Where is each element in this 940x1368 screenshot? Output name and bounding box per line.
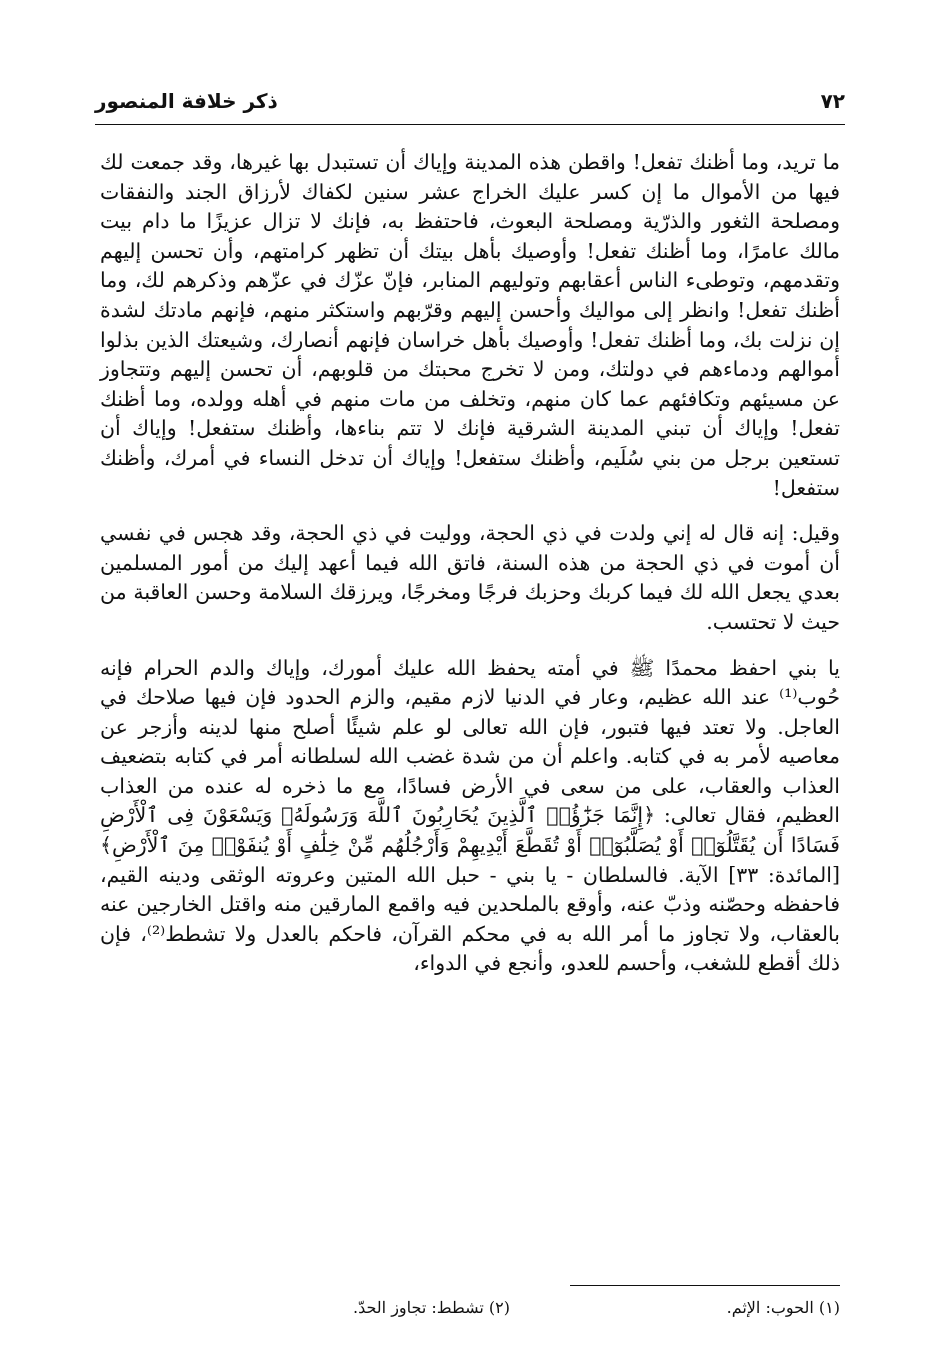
footnotes	[100, 1296, 840, 1322]
header-rule	[95, 124, 845, 125]
page-header	[95, 86, 845, 116]
page-number: ٧٢	[820, 89, 845, 113]
footnote-1: (١) الحوب: الإثم.	[726, 1298, 840, 1317]
footnote-2: (٢) تشطط: تجاوز الحدّ.	[352, 1298, 510, 1317]
paragraph-2: وقيل: إنه قال له إني ولدت في ذي الحجة، ووليت في ذي الحجة، وقد هجس في نفسي أن أموت في ذي الحجة من هذه السنة، فاتق الله فيما أعهد إليك من أمور المسلمين بعدي يجعل الله لك فيما كربك وحزبك فرجًا ومخرجًا، ويرزقك السلامة وحسن العاقبة من حيث لا تحتسب.	[100, 521, 840, 634]
main-text	[100, 148, 840, 979]
footnote-rule	[570, 1285, 840, 1286]
running-title: ذكر خلافة المنصور	[95, 89, 278, 113]
paragraph-1: ما تريد، وما أظنك تفعل! واقطن هذه المدينة وإياك أن تستبدل بها غيرها، وقد جمعت لك فيها من الأموال ما إن كسر عليك الخراج عشر سنين لكفاك لأرزاق الجند والنفقات ومصلحة الثغور والذرّية ومصلحة البعوث، فاحتفظ به، فإنك لا تزال عزيزًا ما دام بيت مالك عامرًا، وما أظنك تفعل! وأوصيك بأهل بيتك أن تظهر كرامتهم، وأن تحسن إليهم وتقدمهم، وتوطىء الناس أعقابهم وتوليهم المنابر، فإنّ عزّك في عزّهم وذكرهم لك، وما أظنك تفعل! وانظر إلى مواليك وأحسن إليهم وقرّبهم واستكثر منهم، فإنهم مادتك لشدة إن نزلت بك، وما أظنك تفعل! وأوصيك بأهل خراسان فإنهم أنصارك، وشيعتك الذين بذلوا أموالهم ودماءهم في دولتك، ومن لا تخرج محبتك من قلوبهم، أن تحسن إليهم وتتجاوز عن مسيئهم وتكافئهم عما كان منهم، وتخلف من مات منهم في أهله وولده، وما أظنك تفعل! وإياك أن تبني المدينة الشرقية فإنك لا تتم بناءها، وأظنك ستفعل! وإياك أن تستعين برجل من بني سُلَيم، وأظنك ستفعل! وإياك أن تدخل النساء في أمرك، وأظنك ستفعل!	[100, 150, 840, 500]
paragraph-3: يا بني احفظ محمدًا ﷺ في أمته يحفظ الله عليك أمورك، وإياك والدم الحرام فإنه حُوب⁽¹⁾ عند الله عظيم، وعار في الدنيا لازم مقيم، والزم الحدود فإن فيها صلاحك في العاجل. ولا تعتد فيها فتبور، فإن الله تعالى لو علم شيئًا أصلح منها لدينه وأزجر عن معاصيه لأمر به في كتابه. واعلم أن من شدة غضب الله لسلطانه أمر في كتابه بتضعيف العذاب والعقاب، على من سعى في الأرض فسادًا، مع ما ذخره له عنده من العذاب العظيم، فقال تعالى: ﴿إِنَّمَا جَزَٰٓؤُا۟ ٱلَّذِينَ يُحَارِبُونَ ٱللَّهَ وَرَسُولَهُۥ وَيَسْعَوْنَ فِى ٱلْأَرْضِ فَسَادًا أَن يُقَتَّلُوٓا۟ أَوْ يُصَلَّبُوٓا۟ أَوْ تُقَطَّعَ أَيْدِيهِمْ وَأَرْجُلُهُم مِّنْ خِلَٰفٍ أَوْ يُنفَوْا۟ مِنَ ٱلْأَرْضِ﴾ [المائدة: ٣٣] الآية. فالسلطان - يا بني - حبل الله المتين وعروته الوثقى ودينه القيم، فاحفظه وحصّنه وذبّ عنه، وأوقع بالملحدين فيه واقمع المارقين منه واقتل الخارجين عنه بالعقاب، ولا تجاوز ما أمر الله به في محكم القرآن، فاحكم بالعدل ولا تشطط⁽²⁾، فإن ذلك أقطع للشغب، وأحسم للعدو، وأنجع في الدواء،	[100, 655, 840, 976]
